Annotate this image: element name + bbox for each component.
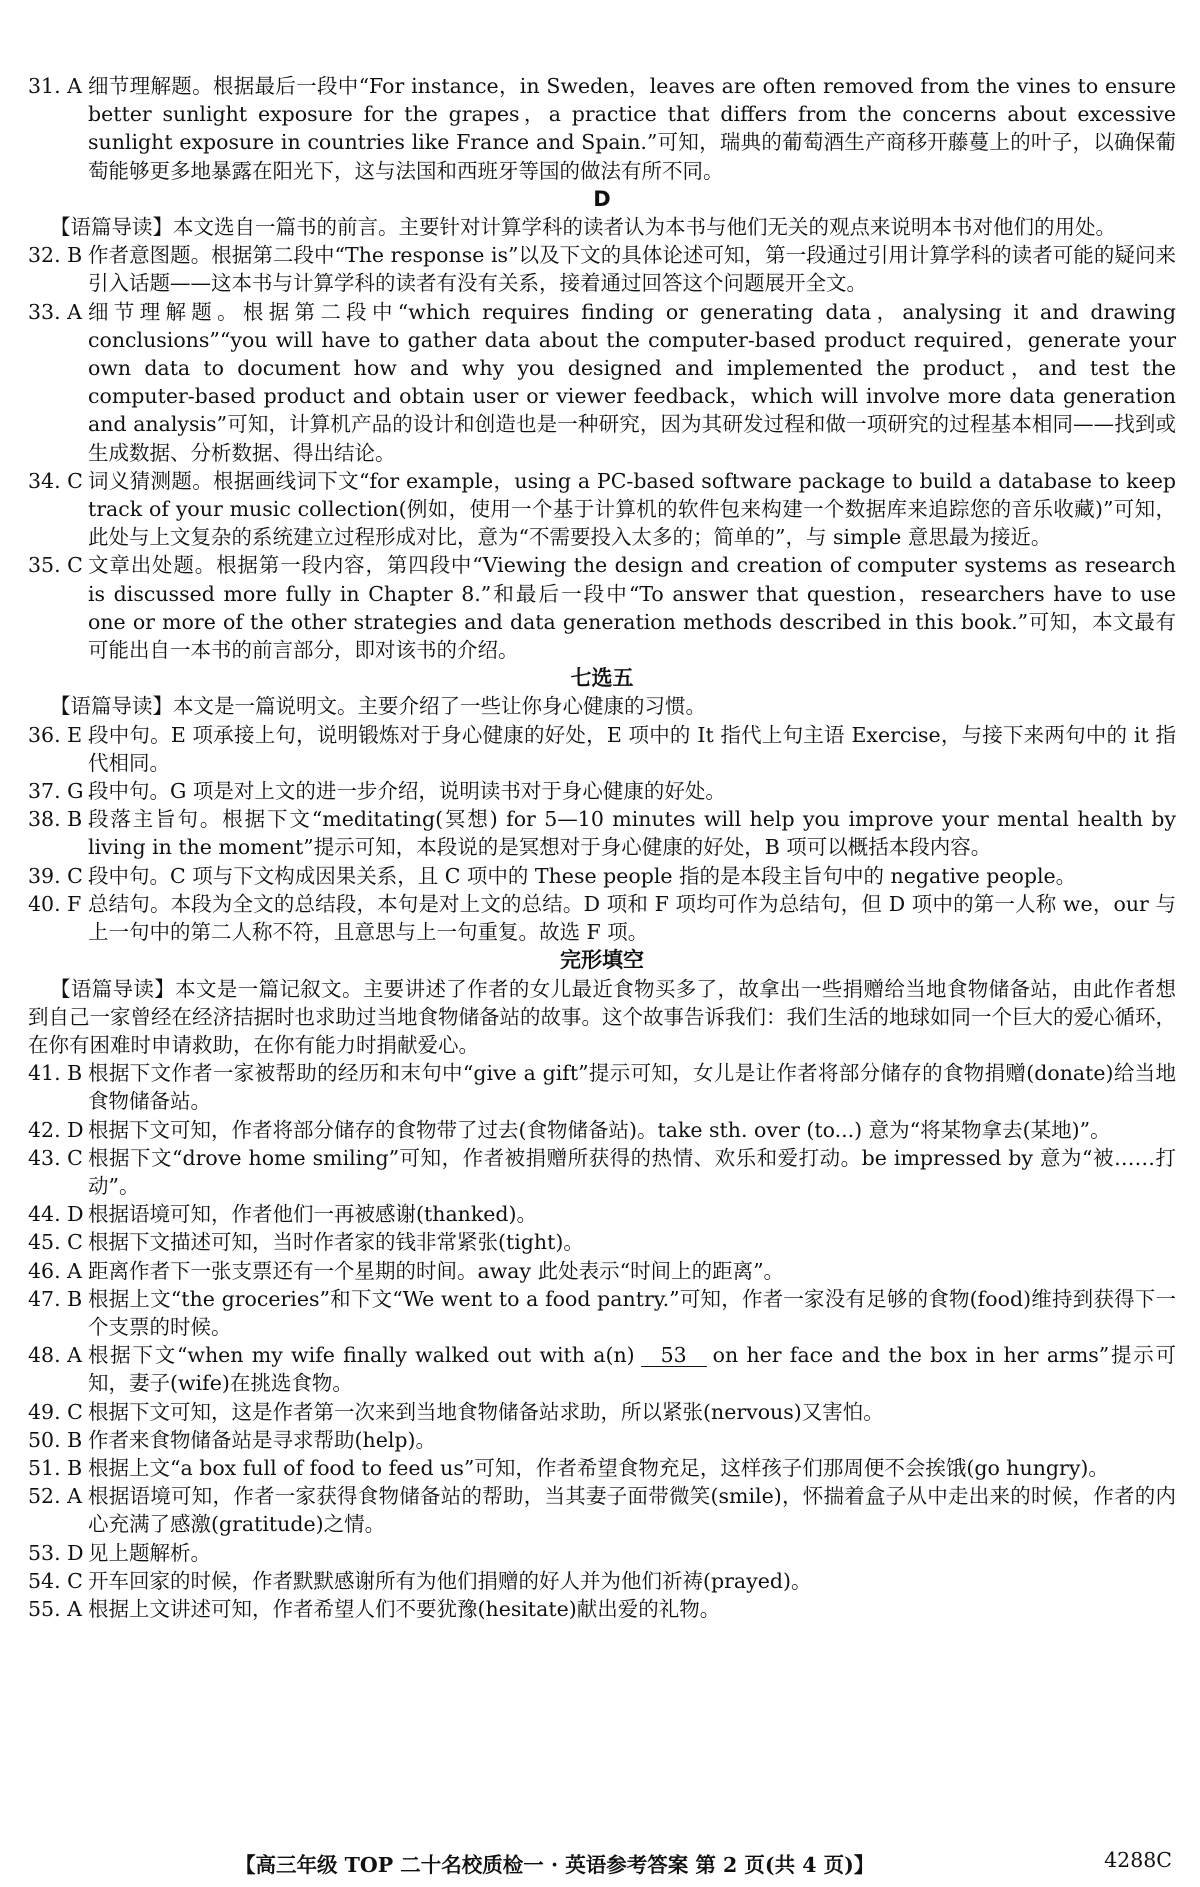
- answer-item: [28, 1059, 1176, 1115]
- answer-item: [28, 1144, 1176, 1200]
- answer-list-a: [28, 72, 1176, 185]
- blank-underline: 53: [641, 1344, 707, 1367]
- answer-number: 33. A: [28, 299, 82, 324]
- answer-number: 34. C: [28, 468, 83, 493]
- answer-item: [28, 1116, 1176, 1144]
- answer-key-page: [28, 72, 1176, 1623]
- answer-number: 44. D: [28, 1202, 84, 1227]
- section-title-d: D: [593, 186, 611, 211]
- answer-number: 48. A: [28, 1343, 82, 1368]
- answer-item: [28, 298, 1176, 467]
- answer-explanation: 文章出处题。根据第一段内容，第四段中“Viewing the design and creation of computer systems as research is discussed more fully in Chapter 8.”和最后一段中“To answer that question，researchers have to use one or more of the other strategies and data generation methods described in this book.”可知，本文最有可能出自一本书的前言部分，即对该书的介绍。: [88, 553, 1176, 663]
- answer-item: [28, 1482, 1176, 1538]
- answer-number: 53. D: [28, 1540, 84, 1565]
- section-title-seven-choose-five: 七选五: [570, 666, 634, 691]
- answer-explanation: 根据语境可知，作者一家获得食物储备站的帮助，当其妻子面带微笑(smile)，怀揣着盒子从中走出来的时候，作者的内心充满了感激(gratitude)之情。: [88, 1484, 1176, 1537]
- section-seven-intro: 【语篇导读】本文是一篇说明文。主要介绍了一些让你身心健康的习惯。: [50, 694, 706, 719]
- answer-item: [28, 1398, 1176, 1426]
- footer-title: 【高三年级 TOP 二十名校质检一 · 英语参考答案 第 2 页(共 4 页)】: [235, 1853, 875, 1877]
- answer-item: [28, 1567, 1176, 1595]
- answer-number: 37. G: [28, 779, 84, 804]
- answer-number: 55. A: [28, 1596, 82, 1621]
- answer-explanation: [88, 1341, 1176, 1397]
- answer-explanation: 词义猜测题。根据画线词下文“for example，using a PC-based software package to build a database to keep track of your music collection(例如，使用一个基于计算机的软件包来构建一个数据库来追踪您的音乐收藏)”可知，此处与上文复杂的系统建立过程形成对比，意为“不需要投入太多的；简单的”，与 simple 意思最为接近。: [88, 468, 1176, 550]
- answer-number: 31. A: [28, 74, 82, 98]
- page-footer: [0, 1848, 1200, 1878]
- answer-explanation: 细节理解题。根据第二段中“which requires finding or generating data，analysing it and drawing conclusions”“you will have to gather data about the computer-based product required，generate your own data to document how and why you designed and implemented the product，and test the computer-based product and obtain user or viewer feedback，which will involve more data generation and analysis”可知，计算机产品的设计和创造也是一种研究，因为其研发过程和做一项研究的过程基本相同——找到或生成数据、分析数据、得出结论。: [88, 299, 1176, 465]
- answer-number: 39. C: [28, 863, 83, 888]
- answer-explanation: 段落主旨句。根据下文“meditating(冥想) for 5—10 minutes will help you improve your mental health by living in the moment”提示可知，本段说的是冥想对于身心健康的好处，B 项可以概括本段内容。: [88, 807, 1176, 860]
- answer-explanation: 见上题解析。: [88, 1540, 211, 1565]
- answer-explanation: 根据上文“the groceries”和下文“We went to a food pantry.”可知，作者一家没有足够的食物(food)维持到获得下一个支票的时候。: [88, 1286, 1176, 1339]
- answer-explanation: 段中句。G 项是对上文的进一步介绍，说明读书对于身心健康的好处。: [88, 779, 726, 804]
- answer-explanation: 段中句。C 项与下文构成因果关系，且 C 项中的 These people 指的是本段主旨句中的 negative people。: [88, 863, 1077, 888]
- answer-list-cloze-b: [28, 1398, 1176, 1624]
- answer-item-48: [28, 1341, 1176, 1397]
- answer-number: 42. D: [28, 1117, 84, 1142]
- answer-explanation: 根据上文讲述可知，作者希望人们不要犹豫(hesitate)献出爱的礼物。: [88, 1596, 721, 1621]
- answer-number: 51. B: [28, 1455, 83, 1480]
- explanation-text-pre: 根据下文“when my wife finally walked out with a(n): [88, 1343, 635, 1368]
- answer-item: [28, 467, 1176, 552]
- answer-number: 38. B: [28, 807, 83, 832]
- answer-explanation: 总结句。本段为全文的总结段，本句是对上文的总结。D 项和 F 项均可作为总结句，但 D 项中的第一人称 we，our 与上一句中的第二人称不符，且意思与上一句重复。故选 F 项。: [88, 891, 1176, 945]
- answer-item: [28, 721, 1176, 777]
- answer-explanation: 开车回家的时候，作者默默感谢所有为他们捐赠的好人并为他们祈祷(prayed)。: [88, 1568, 812, 1593]
- answer-item: [28, 862, 1176, 890]
- answer-number: 32. B: [28, 243, 83, 268]
- answer-number: 54. C: [28, 1568, 83, 1593]
- answer-number: 45. C: [28, 1230, 83, 1255]
- section-title-cloze: 完形填空: [560, 948, 644, 973]
- answer-number: 36. E: [28, 722, 83, 747]
- answer-explanation: 根据下文描述可知，当时作者家的钱非常紧张(tight)。: [88, 1230, 584, 1255]
- answer-item: [28, 1228, 1176, 1256]
- answer-number: 43. C: [28, 1145, 83, 1170]
- answer-explanation: 根据上文“a box full of food to feed us”可知，作者希望食物充足，这样孩子们那周便不会挨饿(go hungry)。: [88, 1455, 1109, 1480]
- answer-number: 41. B: [28, 1061, 83, 1086]
- answer-item: [28, 72, 1176, 185]
- answer-item: [28, 551, 1176, 664]
- answer-list-cloze-a: [28, 1059, 1176, 1341]
- answer-explanation: 作者意图题。根据第二段中“The response is”以及下文的具体论述可知，第一段通过引用计算学科的读者可能的疑问来引入话题——这本书与计算学科的读者有没有关系，接着通过回答这个问题展开全文。: [88, 243, 1176, 296]
- answer-number: 35. C: [28, 553, 83, 578]
- explanation-text-post: on her face and the box in her arms”提示可知，妻子(wife)在挑选食物。: [88, 1343, 1176, 1396]
- answer-item: [28, 1426, 1176, 1454]
- answer-number: 52. A: [28, 1484, 82, 1509]
- answer-list-d: [28, 241, 1176, 664]
- answer-number: 46. A: [28, 1258, 82, 1283]
- answer-item: [28, 805, 1176, 861]
- answer-item: [28, 1257, 1176, 1285]
- answer-number: 50. B: [28, 1427, 83, 1452]
- section-cloze-intro: 【语篇导读】本文是一篇记叙文。主要讲述了作者的女儿最近食物买多了，故拿出一些捐赠给当地食物储备站，由此作者想到自己一家曾经在经济拮据时也求助过当地食物储备站的故事。这个故事告诉我们：我们生活的地球如同一个巨大的爱心循环，在你有困难时申请救助，在你有能力时捐献爱心。: [28, 976, 1176, 1057]
- answer-explanation: 细节理解题。根据最后一段中“For instance，in Sweden，leaves are often removed from the vines to ensure better sunlight exposure for the grapes，a practice that differs from the concerns about excessive sunlight exposure in countries like France and Spain.”可知，瑞典的葡萄酒生产商移开藤蔓上的叶子，以确保葡萄能够更多地暴露在阳光下，这与法国和西班牙等国的做法有所不同。: [88, 74, 1176, 183]
- answer-number: 47. B: [28, 1286, 83, 1311]
- answer-explanation: 作者来食物储备站是寻求帮助(help)。: [88, 1427, 437, 1452]
- answer-item: [28, 890, 1176, 946]
- answer-item: [28, 241, 1176, 297]
- answer-explanation: 根据语境可知，作者他们一再被感谢(thanked)。: [88, 1202, 538, 1227]
- answer-item: [28, 1200, 1176, 1228]
- answer-item: [28, 1595, 1176, 1623]
- answer-list-seven: [28, 721, 1176, 947]
- answer-explanation: 根据下文可知，作者将部分储存的食物带了过去(食物储备站)。take sth. over (to...) 意为“将某物拿去(某地)”。: [88, 1117, 1111, 1142]
- answer-item: [28, 1285, 1176, 1341]
- answer-item: [28, 1454, 1176, 1482]
- answer-item: [28, 777, 1176, 805]
- answer-number: 40. F: [28, 891, 82, 916]
- answer-explanation: 根据下文作者一家被帮助的经历和末句中“give a gift”提示可知，女儿是让作者将部分储存的食物捐赠(donate)给当地食物储备站。: [88, 1061, 1176, 1114]
- answer-explanation: 根据下文“drove home smiling”可知，作者被捐赠所获得的热情、欢乐和爱打动。be impressed by 意为“被……打动”。: [88, 1145, 1176, 1198]
- answer-item: [28, 1539, 1176, 1567]
- answer-explanation: 距离作者下一张支票还有一个星期的时间。away 此处表示“时间上的距离”。: [88, 1258, 785, 1283]
- section-d-intro: 【语篇导读】本文选自一篇书的前言。主要针对计算学科的读者认为本书与他们无关的观点来说明本书对他们的用处。: [50, 215, 1116, 240]
- answer-explanation: 段中句。E 项承接上句，说明锻炼对于身心健康的好处，E 项中的 It 指代上句主语 Exercise，与接下来两句中的 it 指代相同。: [88, 722, 1176, 775]
- answer-number: 49. C: [28, 1399, 83, 1424]
- answer-explanation: 根据下文可知，这是作者第一次来到当地食物储备站求助，所以紧张(nervous)又害怕。: [88, 1399, 884, 1424]
- footer-code: 4288C: [1104, 1848, 1172, 1872]
